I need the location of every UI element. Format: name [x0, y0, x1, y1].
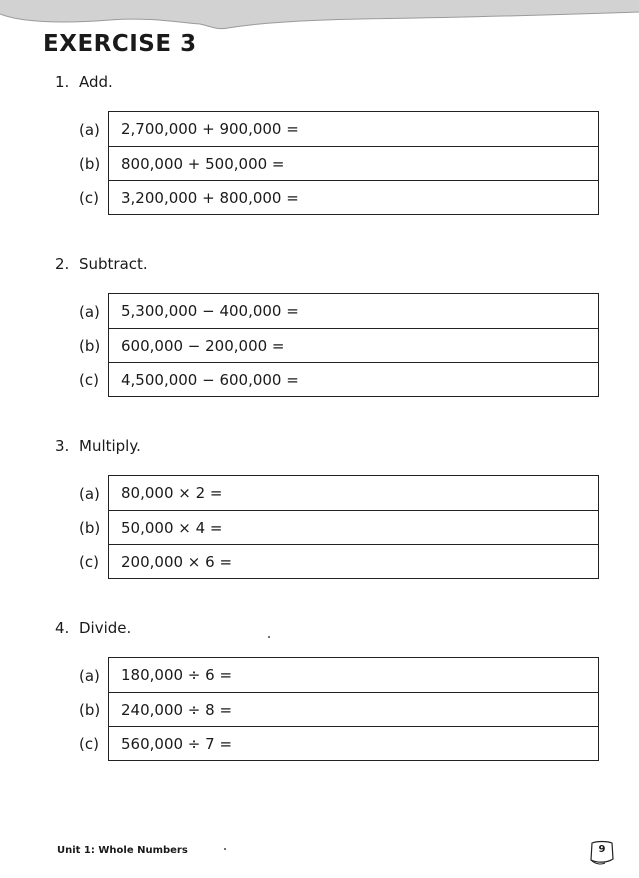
footer-unit-title: Unit 1: Whole Numbers — [57, 845, 188, 856]
answer-box-2 — [108, 293, 599, 397]
item-label: (b) — [79, 701, 101, 719]
item-label: (b) — [79, 155, 101, 173]
question-number: 3. — [55, 437, 70, 455]
question-number: 1. — [55, 73, 70, 91]
question-number: 4. — [55, 619, 70, 637]
item-label: (c) — [79, 553, 99, 571]
item-label: (c) — [79, 735, 99, 753]
header-torn-paper — [0, 0, 639, 34]
problem-cell[interactable]: 5,300,000 − 400,000 = — [121, 302, 299, 320]
problem-cell[interactable]: 180,000 ÷ 6 = — [121, 666, 233, 684]
answer-box-1 — [108, 111, 599, 215]
item-label: (a) — [79, 485, 100, 503]
answer-box-4 — [108, 657, 599, 761]
torn-paper-graphic — [0, 0, 639, 34]
question-4 — [55, 619, 131, 637]
question-1 — [55, 73, 113, 91]
item-label: (c) — [79, 371, 99, 389]
item-label: (a) — [79, 667, 100, 685]
item-label: (a) — [79, 303, 100, 321]
problem-cell[interactable]: 4,500,000 − 600,000 = — [109, 362, 598, 396]
answer-box-3 — [108, 475, 599, 579]
problem-cell[interactable]: 50,000 × 4 = — [109, 510, 598, 544]
problem-cell[interactable]: 560,000 ÷ 7 = — [109, 726, 598, 760]
problem-cell[interactable]: 3,200,000 + 800,000 = — [109, 180, 598, 214]
scan-speck — [224, 848, 226, 850]
question-instruction: Add. — [79, 73, 113, 91]
question-instruction: Multiply. — [79, 437, 141, 455]
page-title: EXERCISE 3 — [43, 31, 197, 57]
question-instruction: Subtract. — [79, 255, 148, 273]
page-number-badge — [589, 839, 615, 865]
problem-cell[interactable]: 200,000 × 6 = — [109, 544, 598, 578]
problem-cell[interactable]: 80,000 × 2 = — [121, 484, 223, 502]
problem-cell[interactable]: 600,000 − 200,000 = — [109, 328, 598, 362]
problem-cell[interactable]: 240,000 ÷ 8 = — [109, 692, 598, 726]
question-instruction: Divide. — [79, 619, 132, 637]
problem-cell[interactable]: 800,000 + 500,000 = — [109, 146, 598, 180]
question-number: 2. — [55, 255, 70, 273]
scan-speck — [268, 636, 270, 638]
item-label: (b) — [79, 519, 101, 537]
problem-cell[interactable]: 2,700,000 + 900,000 = — [121, 120, 299, 138]
item-label: (b) — [79, 337, 101, 355]
item-label: (a) — [79, 121, 100, 139]
item-label: (c) — [79, 189, 99, 207]
page-number: 9 — [598, 844, 606, 855]
question-2 — [55, 255, 148, 273]
question-3 — [55, 437, 141, 455]
